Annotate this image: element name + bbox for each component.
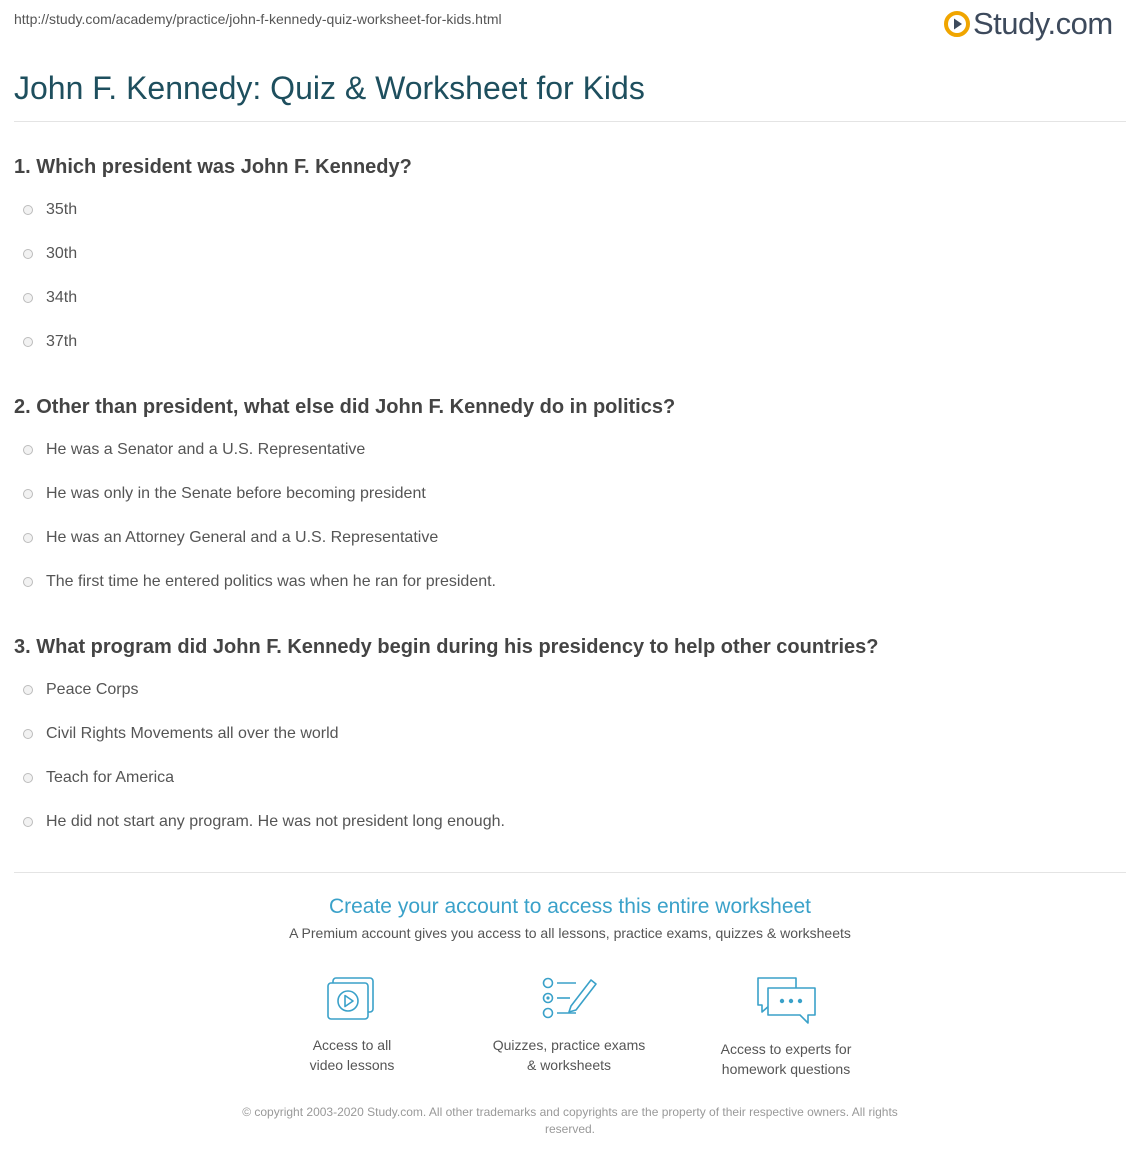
answer-option[interactable]: [23, 769, 174, 787]
study-com-logo[interactable]: [944, 6, 1113, 42]
feature-quizzes: [469, 975, 669, 1075]
question-1-text: 1. Which president was John F. Kennedy?: [14, 156, 412, 178]
chat-bubbles-icon: [754, 975, 818, 1027]
answer-option[interactable]: [23, 201, 77, 219]
answer-label: He did not start any program. He was not president long enough.: [46, 813, 505, 830]
feature-label: video lessons: [309, 1057, 395, 1073]
radio-button-icon[interactable]: [23, 293, 33, 303]
radio-button-icon[interactable]: [23, 249, 33, 259]
answer-label: Teach for America: [46, 769, 175, 786]
answer-option[interactable]: [23, 245, 77, 263]
answer-label: Civil Rights Movements all over the world: [46, 725, 339, 742]
logo-text: Study.com: [973, 6, 1113, 41]
question-3-text: 3. What program did John F. Kennedy begin during his presidency to help other countries?: [14, 636, 879, 658]
radio-button-icon[interactable]: [23, 533, 33, 543]
radio-button-icon[interactable]: [23, 337, 33, 347]
radio-button-icon[interactable]: [23, 729, 33, 739]
play-circle-logo-icon: [944, 11, 970, 37]
page-title: John F. Kennedy: Quiz & Worksheet for Kids: [14, 70, 645, 106]
radio-button-icon[interactable]: [23, 489, 33, 499]
answer-option[interactable]: [23, 681, 139, 699]
copyright-line: reserved.: [544, 1122, 596, 1136]
cta-subtitle: A Premium account gives you access to all lessons, practice exams, quizzes & worksheets: [289, 925, 851, 941]
answer-option[interactable]: [23, 573, 496, 591]
create-account-link[interactable]: Create your account to access this entire worksheet: [328, 895, 812, 918]
feature-video-lessons: [252, 975, 452, 1075]
answer-option[interactable]: [23, 529, 438, 547]
copyright-footer: [210, 1104, 930, 1138]
answer-label: Peace Corps: [46, 681, 139, 698]
question-1: [14, 155, 1124, 350]
radio-button-icon[interactable]: [23, 773, 33, 783]
page-url: http://study.com/academy/practice/john-f-kennedy-quiz-worksheet-for-kids.html: [14, 11, 502, 27]
answer-label: 37th: [46, 333, 78, 350]
radio-button-icon[interactable]: [23, 205, 33, 215]
cta-divider: [14, 872, 1126, 873]
feature-label: homework questions: [721, 1061, 851, 1077]
feature-label: Access to all: [312, 1037, 392, 1053]
feature-label: Access to experts for: [720, 1041, 852, 1057]
answer-label: 30th: [46, 245, 78, 262]
answer-label: 34th: [46, 289, 78, 306]
title-divider: [14, 121, 1126, 122]
feature-experts: [686, 975, 886, 1079]
feature-label: Quizzes, practice exams: [492, 1037, 646, 1053]
answer-label: He was an Attorney General and a U.S. Representative: [46, 529, 439, 546]
copyright-line: © copyright 2003-2020 Study.com. All other trademarks and copyrights are the property of their respective owners. All rights: [242, 1105, 898, 1119]
answer-option[interactable]: [23, 441, 365, 459]
radio-button-icon[interactable]: [23, 685, 33, 695]
quiz-checklist-icon: [540, 975, 598, 1023]
video-lessons-icon: [325, 975, 379, 1023]
answer-option[interactable]: [23, 289, 77, 307]
answer-label: He was a Senator and a U.S. Representative: [46, 441, 366, 458]
answer-option[interactable]: [23, 725, 339, 743]
feature-label: & worksheets: [526, 1057, 612, 1073]
radio-button-icon[interactable]: [23, 577, 33, 587]
answer-option[interactable]: [23, 333, 77, 351]
question-2-text: 2. Other than president, what else did John F. Kennedy do in politics?: [14, 396, 676, 418]
answer-option[interactable]: [23, 485, 426, 503]
answer-option[interactable]: [23, 813, 505, 831]
question-2: [14, 395, 1124, 590]
radio-button-icon[interactable]: [23, 445, 33, 455]
question-3: [14, 635, 1124, 830]
answer-label: 35th: [46, 201, 78, 218]
answer-label: The first time he entered politics was when he ran for president.: [46, 573, 496, 590]
answer-label: He was only in the Senate before becoming president: [46, 485, 426, 502]
radio-button-icon[interactable]: [23, 817, 33, 827]
